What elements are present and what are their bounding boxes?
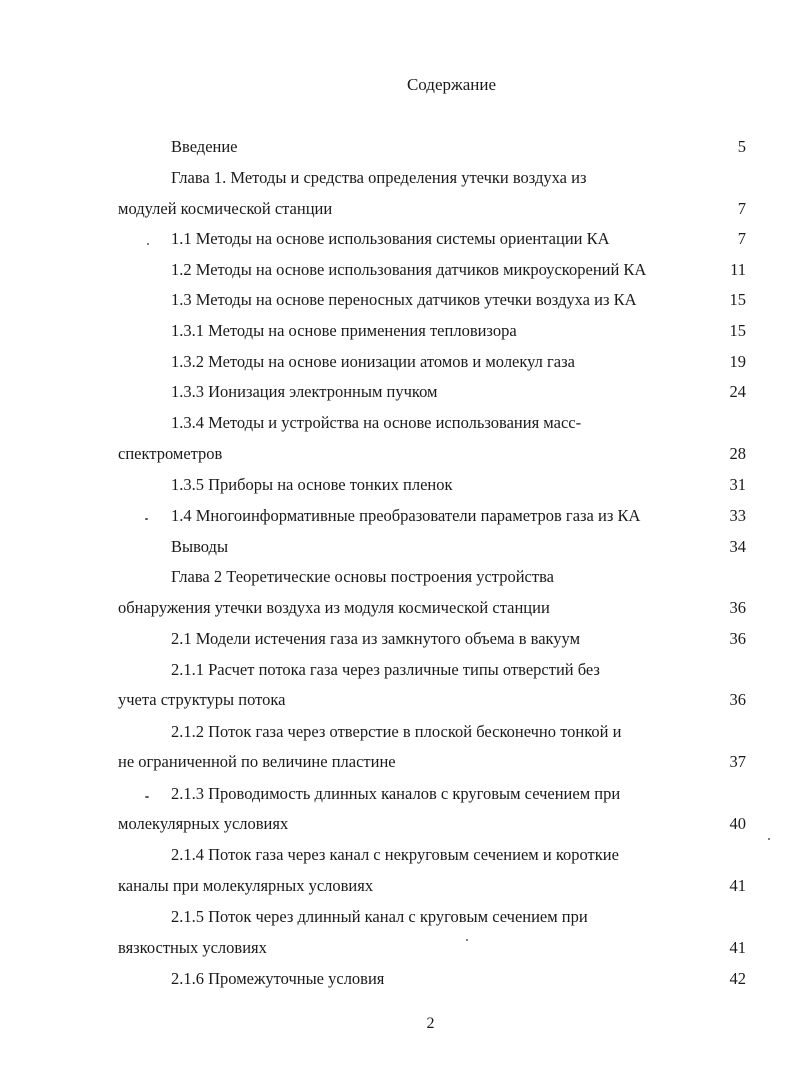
- toc-entry-page: 36: [729, 598, 746, 617]
- toc-entry-page: 28: [729, 444, 746, 463]
- scan-speck: [466, 939, 468, 941]
- toc-entry-continuation: модулей космической станции: [118, 199, 333, 218]
- toc-entry-text: 2.1.6 Промежуточные условия: [171, 969, 385, 988]
- toc-entry-text: 1.3.5 Приборы на основе тонких пленок: [171, 475, 453, 494]
- toc-entry-continuation: обнаружения утечки воздуха из модуля космической станции: [118, 598, 550, 617]
- toc-entry-continuation: учета структуры потока: [118, 690, 286, 709]
- toc-entry-text: Глава 1. Методы и средства определения утечки воздуха из: [171, 168, 587, 187]
- toc-entry-page: 33: [729, 506, 746, 525]
- toc-entry-page: 34: [729, 537, 746, 556]
- toc-entry-page: 36: [729, 690, 746, 709]
- scan-speck: [145, 518, 148, 520]
- toc-entry-page: 11: [730, 260, 746, 279]
- toc-entry-text: 2.1 Модели истечения газа из замкнутого объема в вакуум: [171, 629, 581, 648]
- toc-entry-text: 2.1.5 Поток через длинный канал с круговым сечением при: [171, 907, 588, 926]
- scan-speck: [145, 796, 149, 798]
- toc-entry-text: 1.2 Методы на основе использования датчиков микроускорений КА: [171, 260, 647, 279]
- toc-entry-text: 1.3 Методы на основе переносных датчиков утечки воздуха из КА: [171, 290, 637, 309]
- toc-entry-page: 41: [729, 938, 746, 957]
- toc-entry-text: 1.3.1 Методы на основе применения тепловизора: [171, 321, 517, 340]
- toc-entry-page: 40: [729, 814, 746, 833]
- scan-speck: [768, 838, 770, 840]
- toc-entry-text: 1.3.3 Ионизация электронным пучком: [171, 382, 438, 401]
- toc-entry-page: 41: [729, 876, 746, 895]
- toc-entry-text: 1.4 Многоинформативные преобразователи параметров газа из КА: [171, 506, 641, 525]
- toc-entry-page: 36: [729, 629, 746, 648]
- toc-entry-continuation: каналы при молекулярных условиях: [118, 876, 374, 895]
- toc-entry-page: 7: [737, 229, 746, 248]
- toc-entry-page: 24: [729, 382, 746, 401]
- toc-entry-continuation: молекулярных условиях: [118, 814, 289, 833]
- toc-entry-page: 37: [729, 752, 746, 771]
- toc-entry-text: Введение: [171, 137, 238, 156]
- toc-entry-page: 19: [729, 352, 746, 371]
- toc-entry-text: 2.1.2 Поток газа через отверстие в плоской бесконечно тонкой и: [171, 722, 622, 741]
- toc-entry-text: Глава 2 Теоретические основы построения устройства: [171, 567, 554, 586]
- toc-entry-text: 2.1.4 Поток газа через канал с некруговым сечением и короткие: [171, 845, 619, 864]
- page-title: Содержание: [406, 75, 497, 94]
- toc-entry-continuation: вязкостных условиях: [118, 938, 267, 957]
- toc-entry-text: 2.1.3 Проводимость длинных каналов с круговым сечением при: [171, 784, 621, 803]
- toc-entry-page: 31: [729, 475, 746, 494]
- toc-entry-text: 1.1 Методы на основе использования системы ориентации КА: [171, 229, 610, 248]
- toc-entry-page: 5: [737, 137, 746, 156]
- toc-entry-continuation: не ограниченной по величине пластине: [118, 752, 396, 771]
- toc-entry-page: 7: [737, 199, 746, 218]
- page-number: 2: [426, 1015, 435, 1032]
- toc-entry-page: 42: [729, 969, 746, 988]
- toc-entry-page: 15: [729, 290, 746, 309]
- toc-entry-continuation: спектрометров: [118, 444, 223, 463]
- toc-entry-text: 1.3.4 Методы и устройства на основе использования масс-: [171, 413, 582, 432]
- toc-entry-text: 2.1.1 Расчет потока газа через различные типы отверстий без: [171, 660, 600, 679]
- toc-entry-text: 1.3.2 Методы на основе ионизации атомов и молекул газа: [171, 352, 575, 371]
- toc-entry-text: Выводы: [171, 537, 229, 556]
- scan-speck: [147, 243, 149, 245]
- toc-entry-page: 15: [729, 321, 746, 340]
